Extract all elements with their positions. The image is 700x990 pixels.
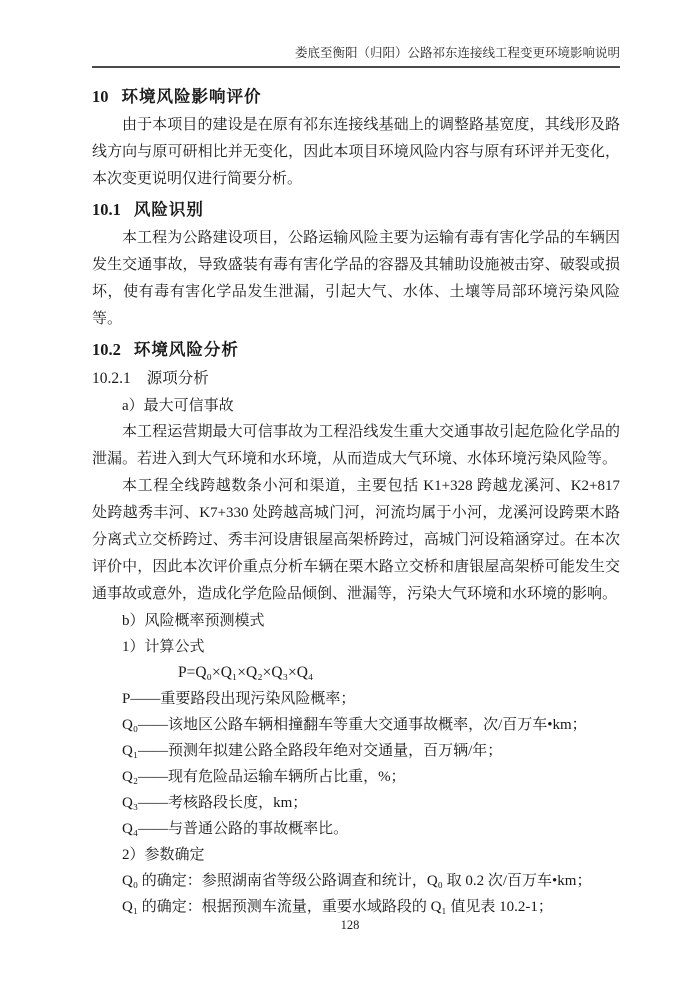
heading-10-2-1-number: 10.2.1 [92,370,131,387]
heading-10-2-1 [92,365,620,392]
definition-q1: Q₁——预测年拟建公路全路段年绝对交通量，百万辆/年； [122,743,503,759]
paragraph-max-credible-accident: 本工程运营期最大可信事故为工程沿线发生重大交通事故引起危险化学品的泄漏。若进入到大气环境和水环境，从而造成大气环境、水体环境污染风险等。 [92,424,620,467]
list-item-a: a）最大可信事故 [122,398,234,414]
list-item-b: b）风险概率预测模式 [122,613,265,629]
document-content [92,80,620,920]
heading-10-number: 10 [92,87,109,106]
definition-q4: Q₄——与普通公路的事故概率比。 [122,821,349,837]
definition-q2: Q₂——现有危险品运输车辆所占比重，%； [122,769,406,785]
heading-10-2-1-text: 源项分析 [146,370,209,387]
heading-10-1-number: 10.1 [92,200,121,219]
heading-10-2 [92,337,620,363]
definition-q0: Q₀——该地区公路车辆相撞翻车等重大交通事故概率，次/百万车•km； [122,717,587,733]
heading-10 [92,84,620,110]
paragraph-river-crossings: 本工程全线跨越数条小河和渠道，主要包括 K1+328 跨越龙溪河、K2+817 处跨越秀丰河、K7+330 处跨越高城门河，河流均属于小河，龙溪河设跨栗木路分离式立交桥跨过、秀丰河设唐银屋高架桥跨过，高城门河设箱涵穿过。在本次评价中，因此本次评价重点分析车辆在栗木路立交桥和唐银屋高架桥可能发生交通事故或意外，造成化学危险品倾倒、泄漏等，污染大气环境和水环境的影响。 [92,478,620,602]
paragraph-risk-identification: 本工程为公路建设项目，公路运输风险主要为运输有毒有害化学品的车辆因发生交通事故，导致盛装有毒有害化学品的容器及其辅助设施被击穿、破裂或损坏，使有毒有害化学品发生泄漏，引起大气、水体、土壤等局部环境污染风险等。 [92,230,620,327]
heading-10-text: 环境风险影响评价 [121,88,262,106]
paragraph-intro: 由于本项目的建设是在原有祁东连接线基础上的调整路基宽度，其线形及路线方向与原可研相比并无变化，因此本项目环境风险内容与原有环评并无变化，本次变更说明仅进行简要分析。 [92,117,620,187]
list-item-parameters: 2）参数确定 [122,847,205,863]
param-note-q1: Q₁ 的确定：根据预测车流量，重要水域路段的 Q₁ 值见表 10.2-1； [122,899,553,915]
heading-10-2-number: 10.2 [92,340,121,359]
definition-p: P——重要路段出现污染风险概率； [122,691,356,707]
risk-probability-formula: P=Q₀×Q₁×Q₂×Q₃×Q₄ [178,664,314,681]
heading-10-1-text: 风险识别 [133,201,204,219]
definition-q3: Q₃——考核路段长度，km； [122,795,308,811]
param-note-q0: Q₀ 的确定：参照湖南省等级公路调查和统计，Q₀ 取 0.2 次/百万车•km； [122,873,592,889]
page-number: 128 [340,918,360,932]
heading-10-2-text: 环境风险分析 [133,341,239,359]
header-title: 娄底至衡阳（归阳）公路祁东连接线工程变更环境影响说明 [294,46,620,60]
list-item-calc-formula: 1）计算公式 [122,639,205,655]
heading-10-1 [92,197,620,223]
page-header [92,44,620,68]
